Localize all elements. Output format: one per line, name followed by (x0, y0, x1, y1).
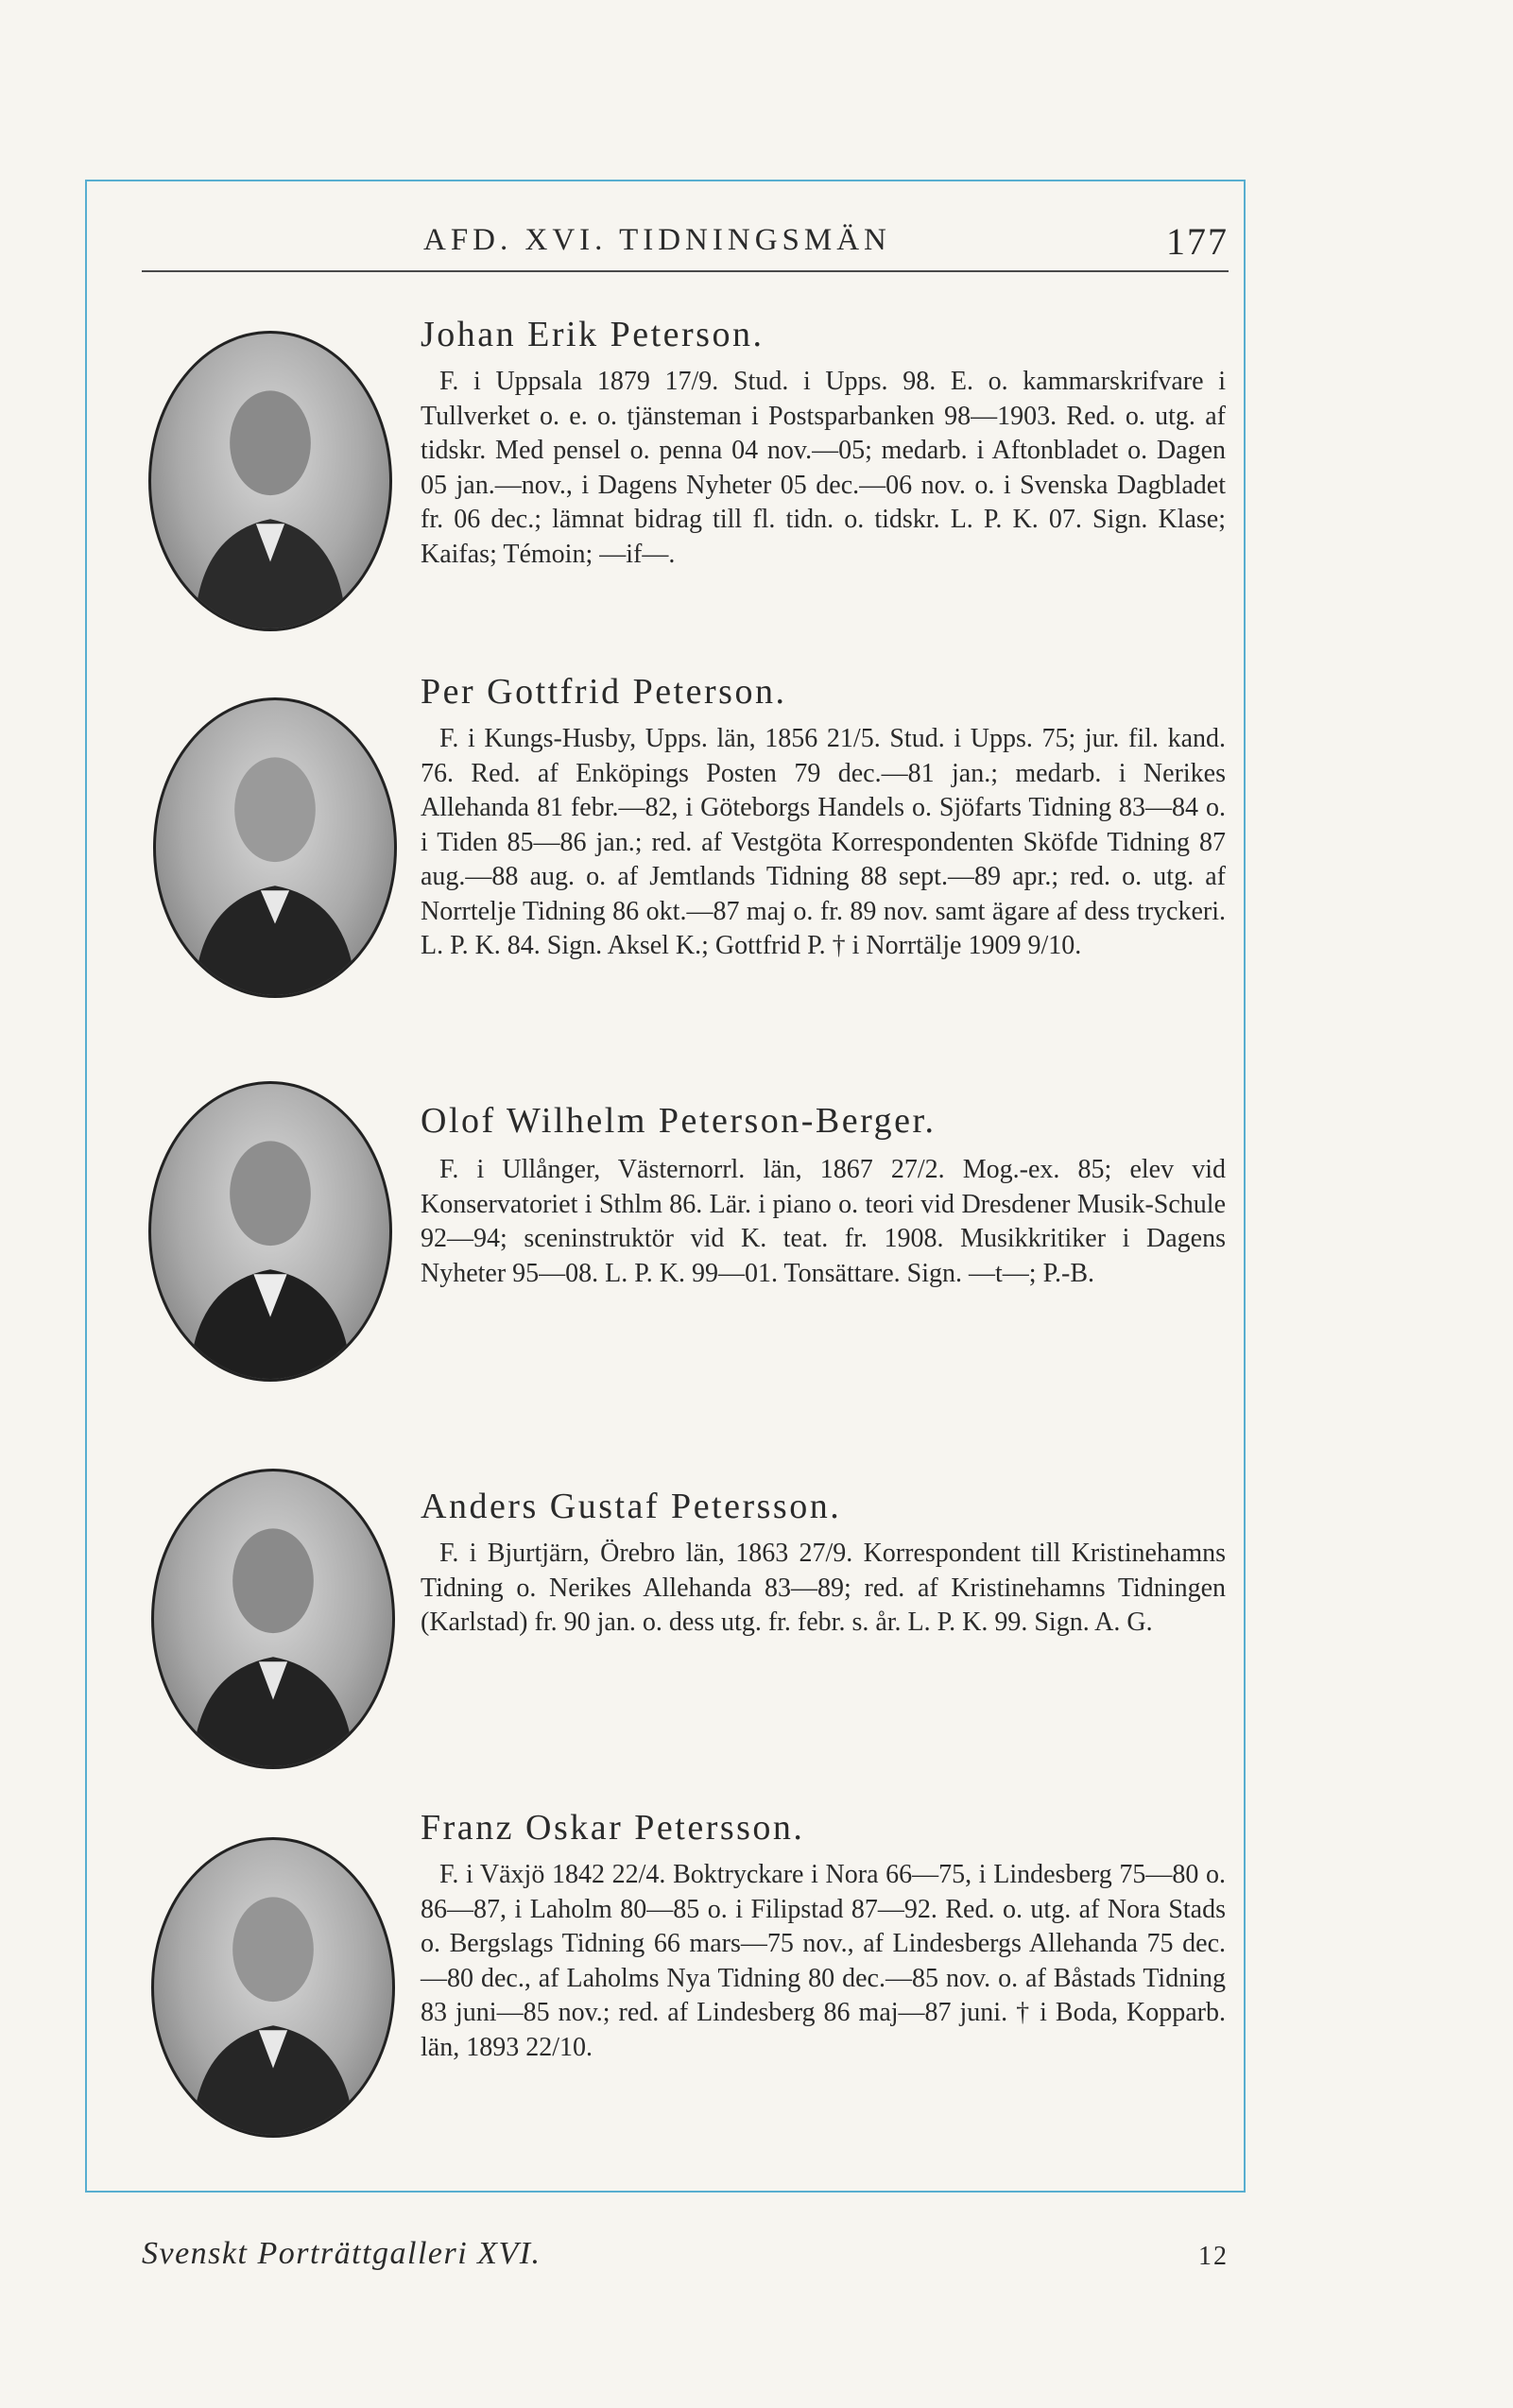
portrait-photo (153, 697, 397, 998)
running-head (142, 215, 1229, 272)
portrait-photo (151, 1469, 395, 1769)
header-rule (142, 270, 1229, 272)
entry-name: Anders Gustaf Petersson. (421, 1487, 842, 1526)
entry-name: Johan Erik Peterson. (421, 315, 765, 354)
portrait-photo (148, 1081, 392, 1382)
footer-title: Svenskt Porträttgalleri XVI. (142, 2236, 542, 2271)
portrait-photo (148, 331, 392, 631)
entry-name: Per Gottfrid Peterson. (421, 672, 787, 712)
entry-name: Franz Oskar Petersson. (421, 1808, 805, 1848)
entry-bio: F. i Växjö 1842 22/4. Boktryckare i Nora 66—75, i Lindesberg 75—80 o. 86—87, i Laholm 80—85 o. i Filipstad 87—92. Red. o. utg. af Nora Stads o. Bergslags Tidning 66 mars—75 nov., af Lindesbergs Allehanda 75 dec.—80 dec., af Laholms Nya Tidning 80 dec.—85 nov. o. af Båstads Tidning 83 juni—85 nov.; red. af Lindesberg 86 maj—87 juni. † i Boda, Kopparb. län, 1893 22/10. (421, 1860, 1226, 2062)
running-head-section: AFD. XVI. TIDNINGSMÄN (423, 223, 891, 257)
page-number: 177 (1166, 220, 1229, 263)
entry-bio: F. i Kungs-Husby, Upps. län, 1856 21/5. Stud. i Upps. 75; jur. fil. kand. 76. Red. af Enköpings Posten 79 dec.—81 jan.; medarb. i Nerikes Allehanda 81 febr.—82, i Göteborgs Handels o. Sjöfarts Tidning 83—84 o. i Tiden 85—86 jan.; red. af Vestgöta Korrespondenten Sköfde Tidning 87 aug.—88 aug. o. af Jemtlands Tidning 88 sept.—89 apr.; red. o. utg. af Norrtelje Tidning 86 okt.—87 maj o. fr. 89 nov. samt ägare af dess tryckeri. L. P. K. 84. Sign. Aksel K.; Gottfrid P. † i Norrtälje 1909 9/10. (421, 724, 1226, 960)
sheet-number: 12 (1198, 2242, 1229, 2271)
entry-bio: F. i Ullånger, Västernorrl. län, 1867 27/2. Mog.-ex. 85; elev vid Konservatoriet i Sthlm 86. Lär. i piano o. teori vid Dresdener Musik-Schule 92—94; sceninstruktör vid K. teat. fr. 1908. Musikkritiker i Dagens Nyheter 95—08. L. P. K. 99—01. Tonsättare. Sign. —t—; P.-B. (421, 1155, 1226, 1288)
entry-name: Olof Wilhelm Peterson-Berger. (421, 1101, 937, 1141)
entry-bio: F. i Bjurtjärn, Örebro län, 1863 27/9. Korrespondent till Kristinehamns Tidning o. Nerikes Allehanda 83—89; red. af Kristinehamns Tidningen (Karlstad) fr. 90 jan. o. dess utg. fr. febr. s. år. L. P. K. 99. Sign. A. G. (421, 1539, 1226, 1637)
entry-bio: F. i Uppsala 1879 17/9. Stud. i Upps. 98. E. o. kammarskrifvare i Tullverket o. e. o. tjänsteman i Postsparbanken 98—1903. Red. o. utg. af tidskr. Med pensel o. penna 04 nov.—05; medarb. i Aftonbladet o. Dagen 05 jan.—nov., i Dagens Nyheter 05 dec.—06 nov. o. i Svenska Dagbladet fr. 06 dec.; lämnat bidrag till fl. tidn. o. tidskr. L. P. K. 07. Sign. Klase; Kaifas; Témoin; —if—. (421, 367, 1226, 569)
portrait-photo (151, 1837, 395, 2138)
